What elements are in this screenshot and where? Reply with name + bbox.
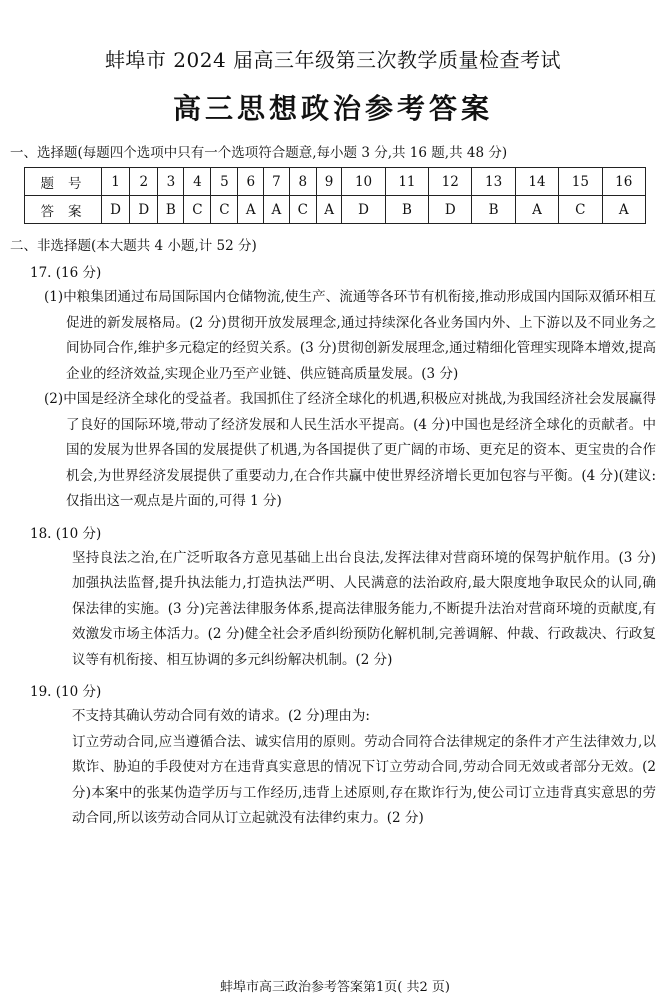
question-number: 4 <box>184 168 211 196</box>
answer-cell: A <box>238 196 264 224</box>
question-18-answer: 坚持良法之治,在广泛听取各方意见基础上出台良法,发挥法律对营商环境的保驾护航作用。(3 分)加强执法监督,提升执法能力,打造执法严明、人民满意的法治政府,最大限度地争取民众的认同,确保法律的实施。(3 分)完善法律服务体系,提高法律服务能力,不断提升法治对营商环境的贡献度,有效激发市场主体活力。(2 分)健全社会矛盾纠纷预防化解机制,完善调解、仲裁、行政裁决、行政复议等有机衔接、相互协调的多元纠纷解决机制。(2 分) <box>72 549 656 668</box>
answer-cell: A <box>316 196 342 224</box>
answer-sheet-page <box>0 44 670 1005</box>
answer-key-table <box>24 167 646 224</box>
answer-cell: C <box>211 196 238 224</box>
answer-cell: A <box>264 196 290 224</box>
section2-heading: 二、非选择题(本大题共 4 小题,计 52 分) <box>10 238 257 254</box>
question-number: 7 <box>264 168 290 196</box>
row-label-answer: 答案 <box>25 196 102 224</box>
answer-cell: C <box>289 196 316 224</box>
question-number: 16 <box>602 168 645 196</box>
answer-cell: D <box>429 196 472 224</box>
answer-cell: A <box>602 196 645 224</box>
question-number: 2 <box>130 168 158 196</box>
section1-heading: 一、选择题(每题四个选项中只有一个选项符合题意,每小题 3 分,共 16 题,共 48 分) <box>10 145 508 161</box>
answer-cell: B <box>158 196 184 224</box>
question-number: 8 <box>289 168 316 196</box>
question-number: 11 <box>385 168 428 196</box>
question-number: 1 <box>102 168 130 196</box>
answer-cell: A <box>515 196 558 224</box>
exam-title: 蚌埠市 2024 届高三年级第三次教学质量检查考试 <box>104 48 562 72</box>
question-18-heading: 18. (10 分) <box>30 525 102 542</box>
question-19-conclusion: 不支持其确认劳动合同有效的请求。(2 分)理由为: <box>72 708 370 724</box>
answer-cell: C <box>559 196 602 224</box>
page-footer: 蚌埠市高三政治参考答案第1页( 共2 页) <box>220 980 450 995</box>
question-17-part-2: (2)中国是经济全球化的受益者。我国抓住了经济全球化的机遇,积极应对挑战,为我国经济社会发展赢得了良好的国际环境,带动了经济发展和人民生活水平提高。(4 分)中国也是经济全球化的贡献者。中国的发展为世界各国的发展提供了机遇,为各国提供了更广阔的市场、更充足的资本、更宝贵的合作机会,为世界经济发展提供了重要动力,在合作共赢中使世界经济增长更加包容与平衡。(4 分)(建议:仅指出这一观点是片面的,可得 1 分) <box>44 391 656 509</box>
question-number: 6 <box>238 168 264 196</box>
question-number: 12 <box>429 168 472 196</box>
answer-cell: B <box>472 196 515 224</box>
answer-cell: D <box>342 196 385 224</box>
question-number: 10 <box>342 168 385 196</box>
question-number-row <box>25 168 646 196</box>
answer-cell: B <box>385 196 428 224</box>
question-number: 14 <box>515 168 558 196</box>
answer-cell: D <box>102 196 130 224</box>
question-17-part-1: (1)中粮集团通过布局国际国内仓储物流,使生产、流通等各环节有机衔接,推动形成国内国际双循环相互促进的新发展格局。(2 分)贯彻开放发展理念,通过持续深化各业务国内外、上下游以及不同业务之间协同合作,维护多元稳定的经贸关系。(3 分)贯彻创新发展理念,通过精细化管理实现降本增效,提高企业的经济效益,实现企业乃至产业链、供应链高质量发展。(3 分) <box>44 289 656 382</box>
question-number: 13 <box>472 168 515 196</box>
question-number: 15 <box>559 168 602 196</box>
question-number: 9 <box>316 168 342 196</box>
answer-title: 高三思想政治参考答案 <box>172 92 493 125</box>
question-17-heading: 17. (16 分) <box>30 265 102 281</box>
question-number: 5 <box>211 168 238 196</box>
row-label-question: 题号 <box>25 168 102 196</box>
answer-cell: C <box>184 196 211 224</box>
answer-row <box>25 196 646 224</box>
answer-cell: D <box>130 196 158 224</box>
question-19-reasoning: 订立劳动合同,应当遵循合法、诚实信用的原则。劳动合同符合法律规定的条件才产生法律效力,以欺诈、胁迫的手段使对方在违背真实意思的情况下订立劳动合同,劳动合同无效或者部分无效。(2 分)本案中的张某伪造学历与工作经历,违背上述原则,存在欺诈行为,使公司订立违背真实意思的劳动合同,所以该劳动合同从订立起就没有法律约束力。(2 分) <box>72 733 656 826</box>
question-number: 3 <box>158 168 184 196</box>
question-19-heading: 19. (10 分) <box>30 684 102 700</box>
